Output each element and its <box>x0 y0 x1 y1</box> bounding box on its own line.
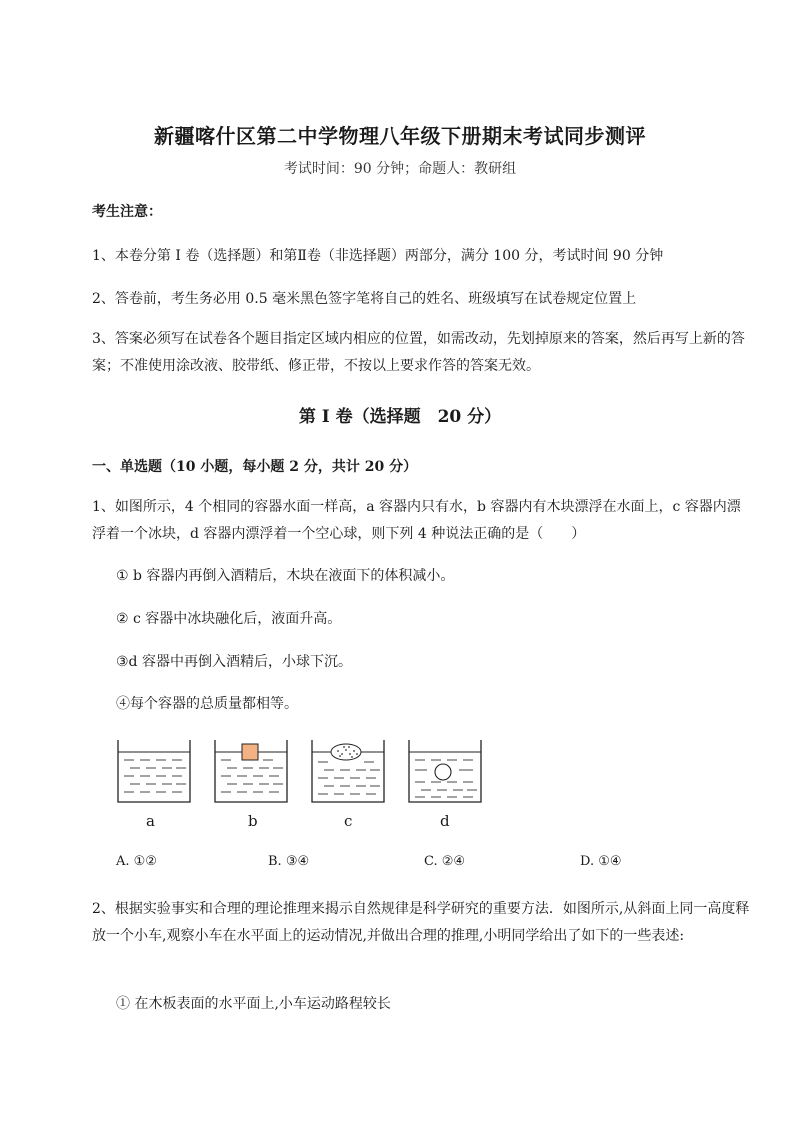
figure-label-a: a <box>146 812 155 830</box>
q1-option-a[interactable]: A. ①② <box>116 854 157 869</box>
notice-heading: 考生注意： <box>92 204 162 220</box>
exam-title: 新疆喀什区第二中学物理八年级下册期末考试同步测评 <box>154 124 646 148</box>
q1-statement-4: ④每个容器的总质量都相等。 <box>116 696 298 712</box>
ice-block <box>331 744 361 760</box>
section-title: 第 I 卷（选择题 20 分） <box>298 407 502 427</box>
hollow-ball <box>435 764 451 780</box>
wood-block <box>242 744 258 760</box>
q1-option-b[interactable]: B. ③④ <box>268 854 310 869</box>
q1-statement-1: ① b 容器内再倒入酒精后，木块在液面下的体积减小。 <box>116 568 455 584</box>
container-a <box>118 740 190 802</box>
notice-item-3: 3、答案必须写在试卷各个题目指定区域内相应的位置，如需改动，先划掉原来的答案，然后再写上新的答案；不准使用涂改液、胶带纸、修正带，不按以上要求作答的答案无效。 <box>92 331 745 374</box>
q1-statement-3: ③d 容器中再倒入酒精后，小球下沉。 <box>116 654 352 670</box>
figure-label-c: c <box>344 812 353 830</box>
container-d <box>409 740 481 802</box>
q1-statement-2: ② c 容器中冰块融化后，液面升高。 <box>116 611 342 627</box>
part-heading: 一、单选题（10 小题，每小题 2 分，共计 20 分） <box>92 459 418 475</box>
question-2-stem: 2、根据实验事实和合理的理论推理来揭示自然规律是科学研究的重要方法．如图所示,从斜面上同一高度释放一个小车,观察小车在水平面上的运动情况,并做出合理的推理,小明同学给出了如下的一些表述: <box>92 901 750 944</box>
container-c <box>312 740 384 802</box>
q1-option-c[interactable]: C. ②④ <box>424 854 466 869</box>
container-b <box>215 740 287 802</box>
notice-item-2: 2、答卷前，考生务必用 0.5 毫米黑色签字笔将自己的姓名、班级填写在试卷规定位置上 <box>92 291 637 307</box>
figure-label-b: b <box>248 812 258 830</box>
figure-label-d: d <box>440 812 450 830</box>
q2-statement-1: ① 在木板表面的水平面上,小车运动路程较长 <box>116 996 391 1012</box>
q1-option-d[interactable]: D. ①④ <box>580 854 622 869</box>
exam-subtitle: 考试时间：90 分钟；命题人：教研组 <box>283 161 517 177</box>
notice-item-1: 1、本卷分第 I 卷（选择题）和第Ⅱ卷（非选择题）两部分，满分 100 分，考试时间 90 分钟 <box>92 248 664 264</box>
question-1-stem: 1、如图所示，4 个相同的容器水面一样高，a 容器内只有水，b 容器内有木块漂浮在水面上，c 容器内漂浮着一个冰块，d 容器内漂浮着一个空心球，则下列 4 种说法正确的是（ ） <box>92 499 741 542</box>
